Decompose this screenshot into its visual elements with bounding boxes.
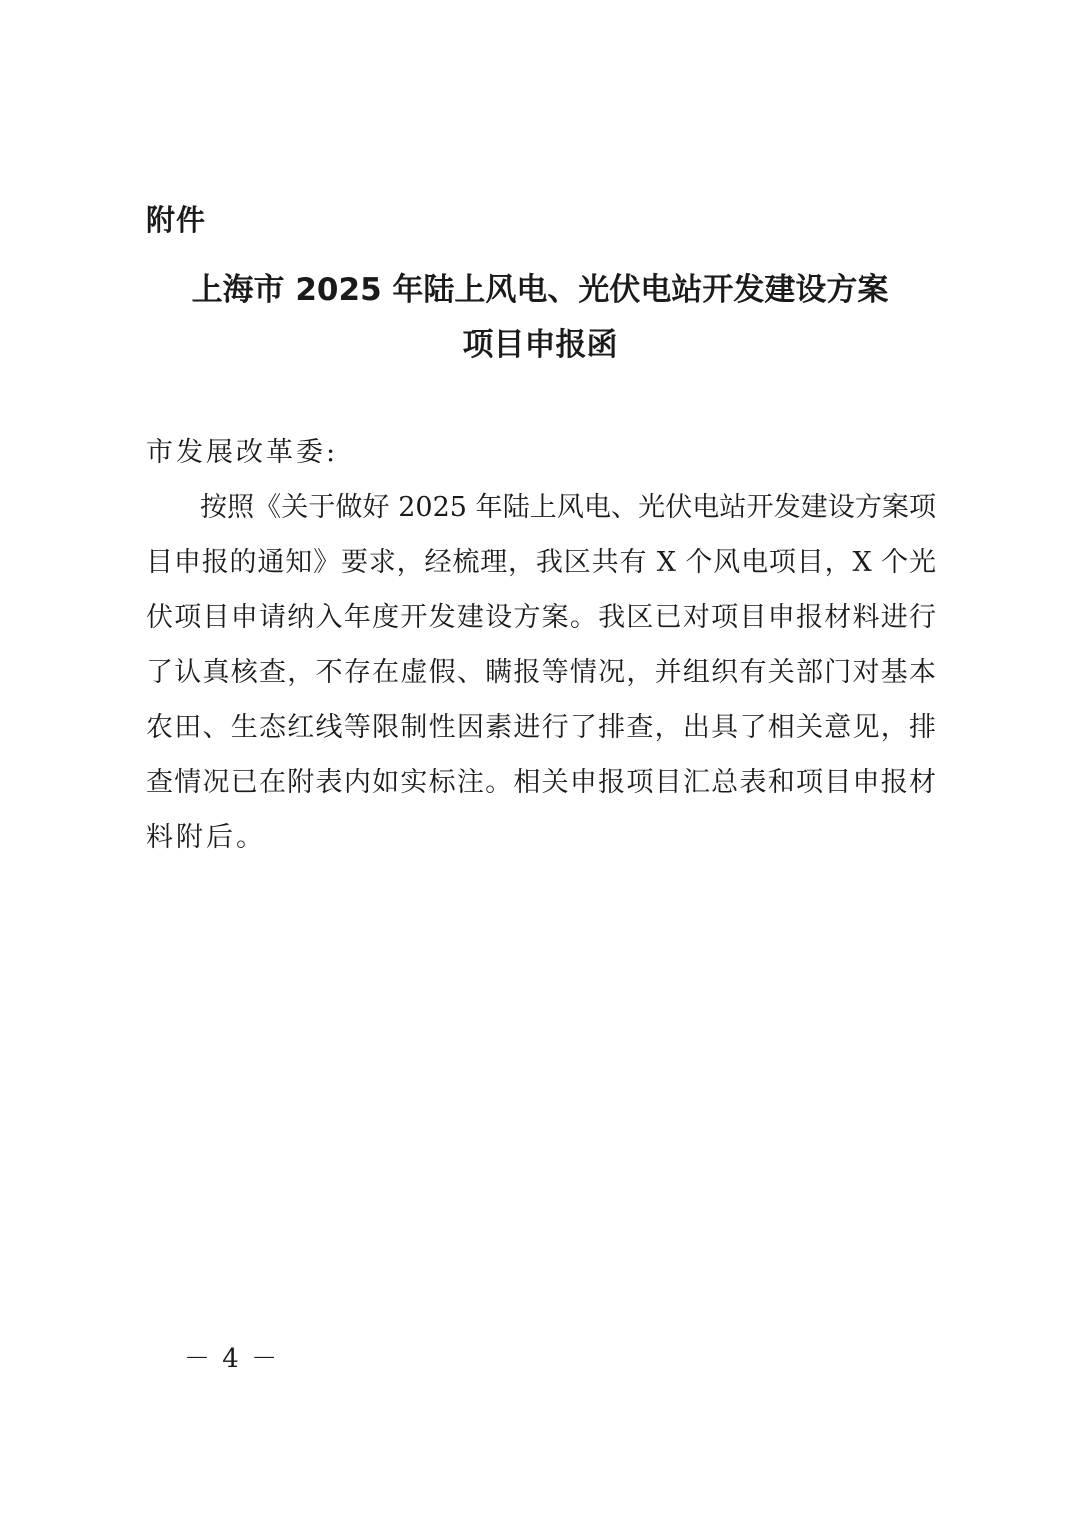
document-title-line-1: 上海市 2025 年陆上风电、光伏电站开发建设方案 (191, 272, 889, 308)
body-text-line: 农田、生态红线等限制性因素进行了排查，出具了相关意见，排 (146, 712, 936, 743)
body-text-line: 按照《关于做好 2025 年陆上风电、光伏电站开发建设方案项 (200, 492, 936, 523)
page-number: － 4 － (184, 1344, 280, 1374)
body-text-line: 了认真核查，不存在虚假、瞒报等情况，并组织有关部门对基本 (146, 657, 936, 688)
salutation: 市发展改革委: (146, 437, 339, 468)
body-text-line: 查情况已在附表内如实标注。相关申报项目汇总表和项目申报材 (146, 767, 936, 798)
body-text-line: 目申报的通知》要求，经梳理，我区共有 X 个风电项目，X 个光 (146, 547, 936, 578)
body-text-line: 伏项目申请纳入年度开发建设方案。我区已对项目申报材料进行 (146, 602, 936, 633)
document-title-line-2: 项目申报函 (462, 327, 618, 363)
body-text-line: 料附后。 (146, 822, 266, 853)
attachment-label: 附件 (146, 203, 207, 237)
